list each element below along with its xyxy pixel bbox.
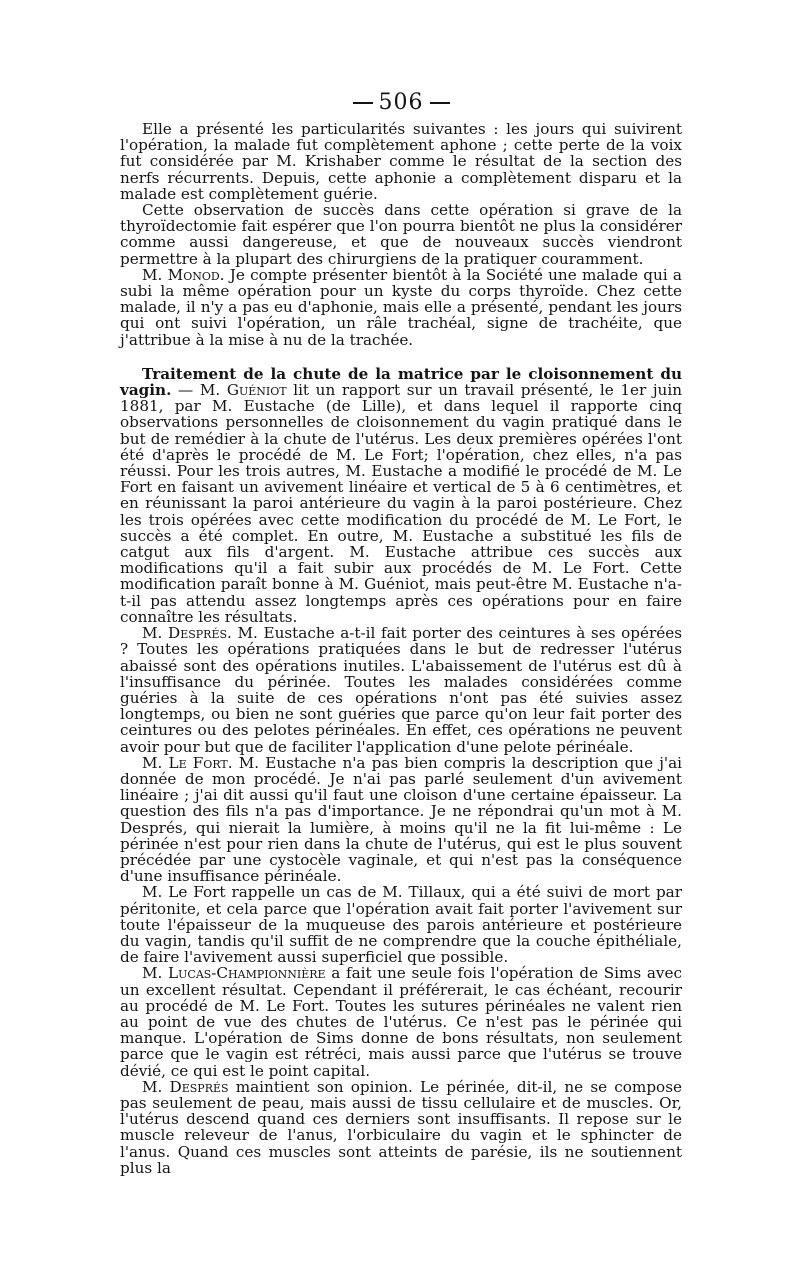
section-uterine-prolapse bbox=[120, 366, 682, 625]
author-name: Guéniot bbox=[226, 381, 287, 400]
paragraph-tillaux-case bbox=[120, 884, 682, 965]
paragraph-monod bbox=[120, 267, 682, 348]
speaker-name: M. Després. bbox=[142, 624, 232, 643]
paragraph-despres bbox=[120, 625, 682, 755]
section-title: Traitement de la chute de la matrice par le cloisonnement du vagin. bbox=[120, 364, 682, 400]
paragraph-text: Je compte présenter bientôt à la Société une malade qui a subi la même opération pour un kyste du corps thyroïde. Chez cette malade, il n'y a pas eu d'aphonie, mais elle a présenté, pendant les jours qui ont suivi l'opération, un râle trachéal, signe de trachéite, que j'attribue à la mise à nu de la trachée. bbox=[120, 265, 682, 349]
speaker-name: M. Le Fort. bbox=[142, 753, 233, 772]
paragraph-thyroidectomy-success bbox=[120, 202, 682, 267]
paragraph-despres-reply bbox=[120, 1079, 682, 1176]
paragraph-text: a fait une seule fois l'opération de Sims avec un excellent résultat. Cependant il préférerait, le cas échéant, recourir au procédé de M. Le Fort. Toutes les sutures périnéales ne valent rien au point de vue des chutes de l'utérus. Ce n'est pas le périnée qui manque. L'opération de Sims donne de bons résultats, non seulement parce que le vagin est rétréci, mais aussi parce que l'utérus se trouve dévié, ce qui est le point capital. bbox=[120, 964, 682, 1080]
paragraph-text: Cette observation de succès dans cette opération si grave de la thyroïdectomie fait espérer que l'on pourra bientôt ne plus la considérer comme aussi dangereuse, et que de nouveaux succès viendront permettre à la plupart des chirurgiens de la pratiquer couramment. bbox=[120, 201, 682, 268]
page-number: 506 bbox=[120, 90, 682, 115]
speaker-name: M. Monod. bbox=[142, 265, 225, 284]
speaker-name: M. Lucas-Championnière bbox=[142, 964, 326, 983]
paragraph-le-fort bbox=[120, 755, 682, 885]
section-text: lit un rapport sur un travail présenté, le 1er juin 1881, par M. Eustache (de Lille), et dans lequel il rapporte cinq observations personnelles de cloisonnement du vagin pratiqué dans le but de remédier à la chute de l'utérus. Les deux premières opérées l'ont été d'après le procédé de M. Le Fort; l'opération, chez elles, n'a pas réussi. Pour les trois autres, M. Eustache a modifié le procédé de M. Le Fort en faisant un avivement linéaire et vertical de 5 à 6 centimètres, et en réunissant la paroi antérieure du vagin à la paroi postérieure. Chez les trois opérées avec cette modification du procédé de M. Le Fort, le succès a été complet. En outre, M. Eustache a substitué les fils de catgut aux fils d'argent. M. Eustache attribue ces succès aux modifications qu'il a fait subir aux procédés de M. Le Fort. Cette modification paraît bonne à M. Guéniot, mais peut-être M. Eustache n'a-t-il pas attendu assez longtemps après ces opérations pour en faire connaître les résultats. bbox=[120, 381, 682, 626]
paragraph-lucas-championniere bbox=[120, 965, 682, 1078]
paragraph-text: M. Eustache n'a pas bien compris la description que j'ai donnée de mon procédé. Je n'ai pas parlé seulement d'un avivement linéaire ; j'ai dit aussi qu'il faut une cloison d'une certaine épaisseur. La question des fils n'a pas d'importance. Je ne répondrai qu'un mot à M. Després, qui nierait la lumière, à moins qu'il ne la fit lui-même : Le périnée n'est pour rien dans la chute de l'utérus, qui est le plus souvent précédée par une cystocèle vaginale, et qui n'est pas la conséquence d'une insuffisance périnéale. bbox=[120, 753, 682, 886]
paragraph-text: Elle a présenté les particularités suivantes : les jours qui suivirent l'opération, la malade fut complètement aphone ; cette perte de la voix fut considérée par M. Krishaber comme le résultat de la section des nerfs récurrents. Depuis, cette aphonie a complètement disparu et la malade est complètement guérie. bbox=[120, 120, 682, 203]
section-intro: — M. bbox=[171, 381, 227, 400]
speaker-name: M. Després bbox=[142, 1077, 229, 1096]
paragraph-thyroidectomy-aphonia bbox=[120, 121, 682, 202]
paragraph-text: M. Le Fort rappelle un cas de M. Tillaux, qui a été suivi de mort par péritonite, et cela parce que l'opération avait fait porter l'avivement sur toute l'épaisseur de la muqueuse des parois antérieure et postérieure du vagin, tandis qu'il suffit de ne comprendre que la couche épithéliale, de faire l'avivement aussi superficiel que possible. bbox=[120, 883, 682, 967]
paragraph-text: maintient son opinion. Le périnée, dit-il, ne se compose pas seulement de peau, mais aussi de tissu cellulaire et de muscles. Or, l'utérus descend quand ces derniers sont insuffisants. Il repose sur le muscle releveur de l'anus, l'orbiculaire du vagin et le sphincter de l'anus. Quand ces muscles sont atteints de parésie, ils ne soutiennent plus la bbox=[120, 1077, 682, 1177]
paragraph-text: M. Eustache a-t-il fait porter des ceintures à ses opérées ? Toutes les opérations pratiquées dans le but de redresser l'utérus abaissé sont des opérations inutiles. L'abaissement de l'utérus est dû à l'insuffisance du périnée. Toutes les malades considérées comme guéries à la suite de ces opérations n'ont pas été suivies assez longtemps, ou bien ne sont guéries que parce qu'on leur fait porter des ceintures ou des pelotes périnéales. En effet, ces opérations ne peuvent avoir pour but que de faciliter l'application d'une pelote périnéale. bbox=[120, 624, 683, 756]
